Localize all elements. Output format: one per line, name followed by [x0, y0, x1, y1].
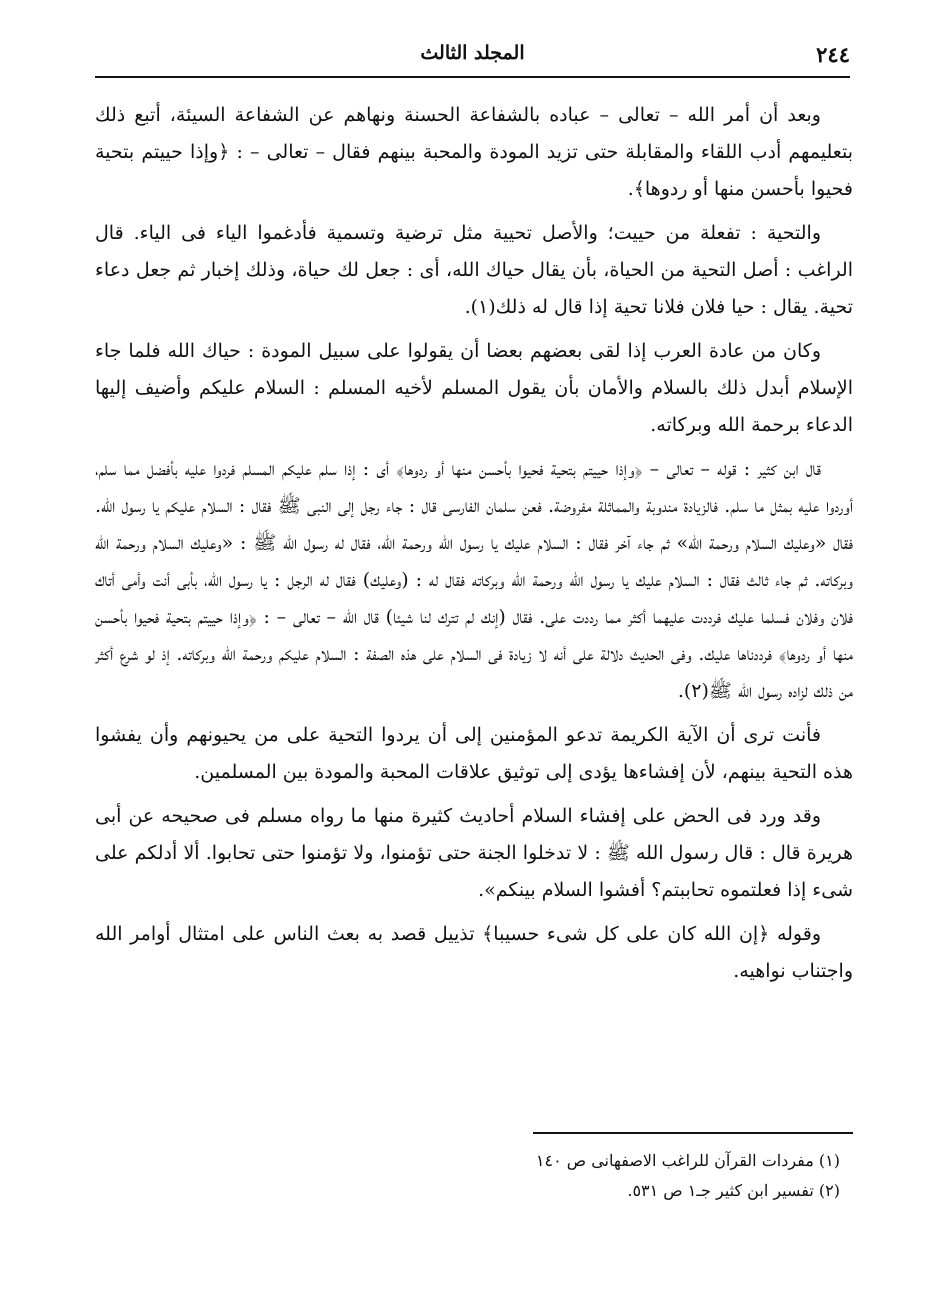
paragraph: وكان من عادة العرب إذا لقى بعضهم بعضا أن يقولوا على سبيل المودة : حياك الله فلما جاء الإسلام أبدل ذلك بالسلام والأمان بأن يقول المسلم لأخيه المسلم : السلام عليكم وأضيف إليها الدعاء برحمة الله وبركاته. [95, 340, 853, 436]
header-rule [95, 76, 850, 78]
footnote-rule [533, 1132, 853, 1134]
paragraph: قال ابن كثير : قوله – تعالى – ﴿وإذا حييتم بتحية فحيوا بأحسن منها أو ردوها﴾ أى : إذا سلم عليكم المسلم فردوا عليه بأفضل مما سلم، أوردوا عليه بمثل ما سلم. فالزيادة مندوبة والمماثلة مفروضة. فعن سلمان الفارسى قال : جاء رجل إلى النبى ﷺ فقال : السلام عليكم يا رسول الله. فقال «وعليك السلام ورحمة الله» ثم جاء آخر فقال : السلام عليك يا رسول الله ورحمة الله، فقال له رسول الله ﷺ : «وعليك السلام ورحمة الله وبركاته. ثم جاء ثالث فقال : السلام عليك يا رسول الله ورحمة الله وبركاته فقال له : (وعليك) فقال له الرجل : يا رسول الله، بأبى أنت وأمى أتاك فلان وفلان فسلما عليك فرددت عليهما أكثر مما رددت على. فقال (إنك لم تترك لنا شيئا) قال الله – تعالى – : ﴿وإذا حييتم بتحية فحيوا بأحسن منها أو ردوها﴾ فرددناها عليك. وفى الحديث دلالة على أنه لا زيادة فى السلام على هذه الصفة : السلام عليكم ورحمة الله وبركاته. إذ لو شرع أكثر من ذلك لزاده رسول الله ﷺ(٢). [95, 458, 853, 702]
page-header [95, 34, 850, 78]
paragraph: فأنت ترى أن الآية الكريمة تدعو المؤمنين إلى أن يردوا التحية على من يحيونهم وأن يفشوا هذه التحية بينهم، لأن إفشاءها يؤدى إلى توثيق علاقات المحبة والمودة بين المسلمين. [95, 724, 853, 783]
body-text [95, 97, 853, 997]
paragraph: وبعد أن أمر الله – تعالى – عباده بالشفاعة الحسنة ونهاهم عن الشفاعة السيئة، أتبع ذلك بتعليمهم أدب اللقاء والمقابلة حتى تزيد المودة والمحبة بينهم فقال – تعالى – : ﴿وإذا حييتم بتحية فحيوا بأحسن منها أو ردوها﴾. [95, 104, 853, 200]
paragraph: وقد ورد فى الحض على إفشاء السلام أحاديث كثيرة منها ما رواه مسلم فى صحيحه عن أبى هريرة قال : قال رسول الله ﷺ : لا تدخلوا الجنة حتى تؤمنوا، ولا تؤمنوا حتى تحابوا. ألا أدلكم على شىء إذا فعلتموه تحاببتم؟ أفشوا السلام بينكم». [95, 805, 853, 901]
page-number: ٢٤٤ [816, 42, 850, 67]
footnote: (١) مفردات القرآن للراغب الاصفهانى ص ١٤٠ [535, 1151, 840, 1170]
paragraph: والتحية : تفعلة من حييت؛ والأصل تحيية مثل ترضية وتسمية فأدغموا الياء فى الياء. قال الراغب : أصل التحية من الحياة، بأن يقال حياك الله، أى : جعل لك حياة، وذلك إخبار ثم جعل دعاء تحية. يقال : حيا فلان فلانا تحية إذا قال له ذلك(١). [95, 222, 853, 318]
running-title: المجلد الثالث [420, 42, 525, 64]
footnote: (٢) تفسير ابن كثير جـ١ ص ٥٣١. [627, 1181, 840, 1200]
footnotes [140, 1146, 840, 1206]
paragraph: وقوله ﴿إن الله كان على كل شىء حسيبا﴾ تذييل قصد به بعث الناس على امتثال أوامر الله واجتناب نواهيه. [95, 923, 853, 982]
